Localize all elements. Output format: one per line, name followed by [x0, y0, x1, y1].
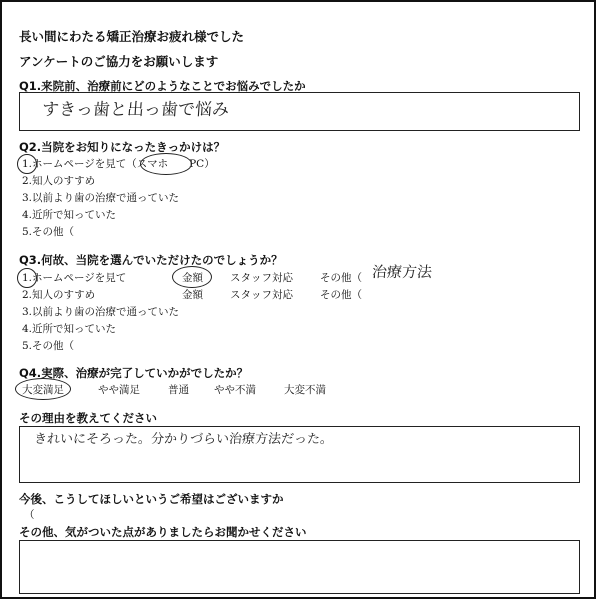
q4-somewhat-satisfied[interactable]: やや満足 — [98, 384, 140, 396]
header-line-1: 長い間にわたる矯正治療お疲れ様でした — [19, 29, 245, 44]
q2-option-2[interactable]: 2.知人のすすめ — [22, 175, 96, 187]
reason-question: その理由を教えてください — [19, 411, 157, 425]
q3-row1-other[interactable]: その他（ — [320, 272, 362, 284]
q3-row1-price[interactable]: 金額 — [182, 272, 203, 284]
q4-question: Q4.実際、治療が完了していかがでしたか？ — [19, 366, 249, 380]
other-answer-box[interactable] — [19, 540, 580, 594]
q3-row1-staff[interactable]: スタッフ対応 — [230, 272, 293, 284]
q3-row2-other[interactable]: その他（ — [320, 289, 362, 301]
q4-very-dissatisfied[interactable]: 大変不満 — [284, 384, 326, 396]
other-question: その他、気がついた点がありましたらお聞かせください — [19, 525, 307, 539]
request-question: 今後、こうしてほしいというご希望はございますか — [19, 492, 284, 506]
q2-option-3[interactable]: 3.以前より歯の治療で通っていた — [22, 192, 180, 204]
q3-option-3[interactable]: 3.以前より歯の治療で通っていた — [22, 306, 180, 318]
q2-option-5[interactable]: 5.その他（ — [22, 226, 75, 238]
q4-somewhat-dissatisfied[interactable]: やや不満 — [214, 384, 256, 396]
q2-option-1[interactable]: 1.ホームページを見て（スマホ PC） — [22, 158, 215, 170]
q3-option-4[interactable]: 4.近所で知っていた — [22, 323, 117, 335]
q2-question: Q2.当院をお知りになったきっかけは？ — [19, 140, 226, 154]
q3-option-1[interactable]: 1.ホームページを見て — [22, 272, 127, 284]
reason-answer-box[interactable] — [19, 426, 580, 483]
q3-handwritten-other: 治療方法 — [371, 263, 433, 281]
q3-option-5[interactable]: 5.その他（ — [22, 340, 75, 352]
q1-handwritten-answer: すきっ歯と出っ歯で悩み — [41, 100, 230, 120]
header-line-2: アンケートのご協力をお願いします — [19, 54, 219, 69]
q3-row2-price[interactable]: 金額 — [182, 289, 203, 301]
q1-question: Q1.来院前、治療前にどのようなことでお悩みでしたか — [19, 79, 306, 93]
request-paren[interactable]: （ — [24, 509, 35, 521]
q4-very-satisfied[interactable]: 大変満足 — [22, 384, 64, 396]
q3-option-2[interactable]: 2.知人のすすめ — [22, 289, 96, 301]
q3-question: Q3.何故、当院を選んでいただけたのでしょうか？ — [19, 253, 283, 267]
q4-neutral[interactable]: 普通 — [168, 384, 189, 396]
reason-handwritten-answer: きれいにそろった。分かりづらい治療方法だった。 — [33, 432, 334, 447]
q1-answer-box[interactable] — [19, 92, 580, 131]
q3-row2-staff[interactable]: スタッフ対応 — [230, 289, 293, 301]
q2-option-4[interactable]: 4.近所で知っていた — [22, 209, 117, 221]
